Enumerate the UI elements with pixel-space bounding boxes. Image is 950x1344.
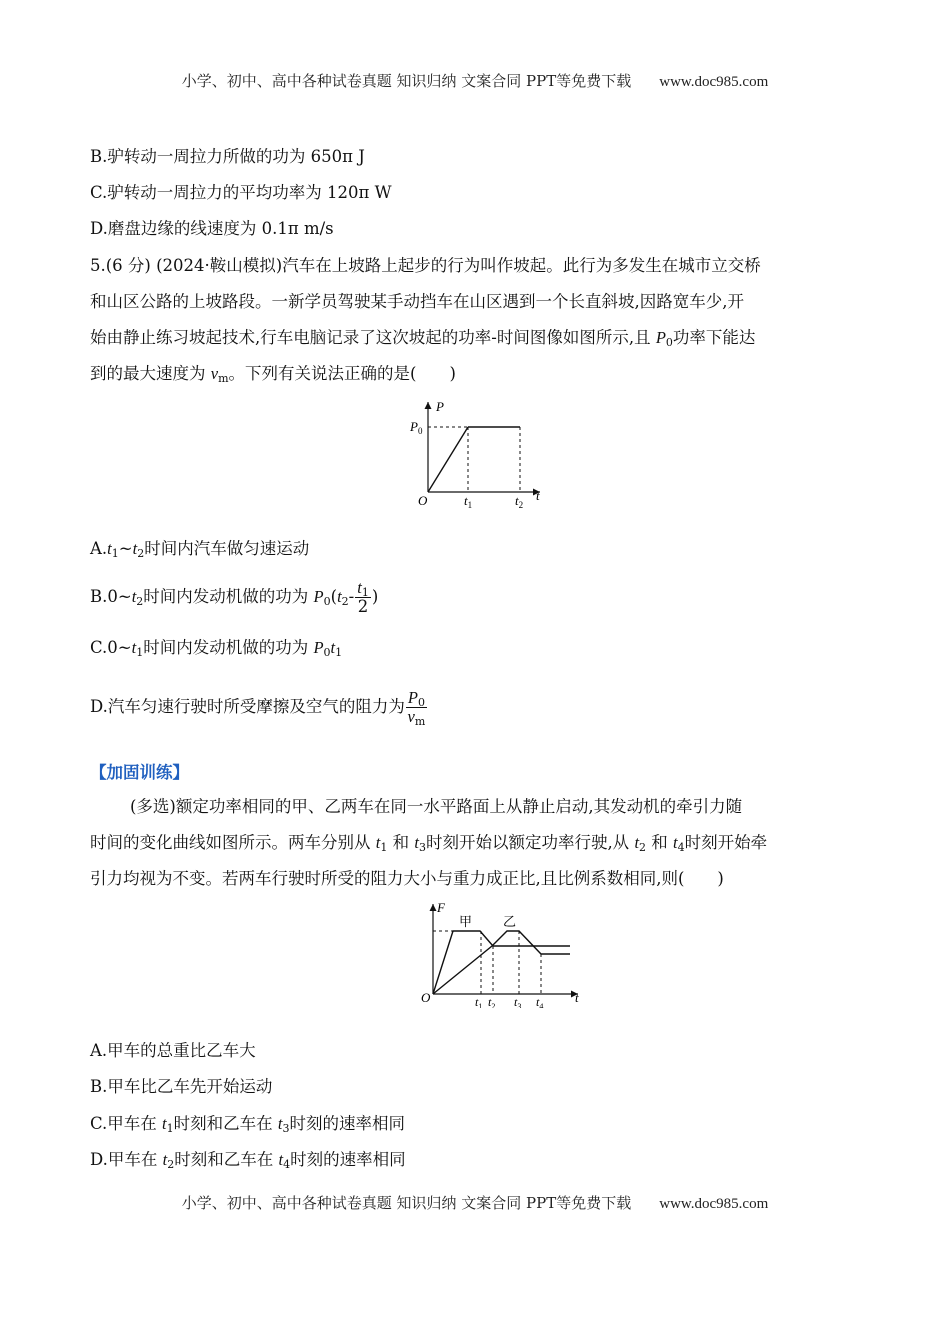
t1-label: $t_1$ — [475, 995, 483, 1008]
p0-over-vm-fraction: $\frac{P_0}{v_m}$ — [407, 688, 426, 728]
t4-label: $t_4$ — [536, 995, 544, 1008]
q5-line4: 到的最大速度为 $v_m$。下列有关说法正确的是( ) — [90, 364, 456, 385]
yi-label: 乙 — [503, 914, 517, 929]
footer-text: 小学、初中、高中各种试卷真题 知识归纳 文案合同 PPT等免费下载 — [181, 1194, 632, 1212]
reinforce-line1: (多选)额定功率相同的甲、乙两车在同一水平路面上从静止启动,其发动机的牵引力随 — [130, 797, 743, 816]
reinforce-option-c: C.甲车在 $t_1$时刻和乙车在 $t_3$时刻的速率相同 — [90, 1114, 405, 1135]
y-axis-label: F — [437, 900, 445, 915]
option-c-prev: C.驴转动一周拉力的平均功率为 120π W — [90, 183, 392, 202]
page-footer — [0, 1192, 950, 1213]
page-header — [0, 70, 950, 91]
p0-label: $P_0$ — [410, 419, 423, 436]
header-text: 小学、初中、高中各种试卷真题 知识归纳 文案合同 PPT等免费下载 — [181, 72, 632, 90]
origin-label: O — [418, 493, 428, 508]
power-time-graph — [400, 396, 560, 511]
option-b-prev: B.驴转动一周拉力所做的功为 650π J — [90, 147, 365, 166]
t1-over-2-fraction: $\frac{t_1}{2}$ — [357, 578, 369, 616]
force-time-graph — [415, 898, 590, 1008]
q5-line1: 5.(6 分) (2024·鞍山模拟)汽车在上坡路上起步的行为叫作坡起。此行为多发生在城市立交桥 — [90, 256, 761, 275]
question-5-stem — [90, 248, 860, 392]
t2-label: $t_2$ — [515, 493, 524, 510]
q5-option-d: D.汽车匀速行驶时所受摩擦及空气的阻力为 $\frac{P_0}{v_m}$ — [90, 688, 426, 728]
reinforce-option-a: A.甲车的总重比乙车大 — [90, 1041, 256, 1060]
x-axis-label: t — [536, 488, 540, 503]
ramp-line — [428, 427, 468, 492]
reinforce-option-b: B.甲车比乙车先开始运动 — [90, 1077, 273, 1096]
reinforce-line3: 引力均视为不变。若两车行驶时所受的阻力大小与重力成正比,且比例系数相同,则( ) — [90, 869, 724, 888]
reinforce-title: 【加固训练】 — [90, 763, 189, 782]
header-url[interactable]: www.doc985.com — [659, 74, 769, 90]
t1-label: $t_1$ — [464, 493, 473, 510]
x-axis-label: t — [575, 990, 579, 1005]
q5-line3: 始由静止练习坡起技术,行车电脑记录了这次坡起的功率-时间图像如图所示,且 $P_0$功率下能达 — [90, 328, 756, 349]
t3-label: $t_3$ — [514, 995, 522, 1008]
q5-option-b: $B.0\sim t_2$时间内发动机做的功为 $P_0(t_2-$ $\frac{t_1}{2}$ ) — [90, 578, 379, 616]
reinforce-stem — [90, 789, 860, 897]
t2-label: $t_2$ — [488, 995, 496, 1008]
q5-line2: 和山区公路的上坡路段。一新学员驾驶某手动挡车在山区遇到一个长直斜坡,因路宽车少,开 — [90, 292, 744, 311]
q5-option-c: $C.0\sim t_1$时间内发动机做的功为 $P_0t_1$ — [90, 638, 343, 659]
q5-option-a: $A.t_1\sim t_2$时间内汽车做匀速运动 — [90, 539, 310, 560]
origin-label: O — [421, 990, 431, 1005]
curve-yi — [433, 931, 570, 994]
jia-label: 甲 — [459, 914, 473, 929]
reinforce-line2: 时间的变化曲线如图所示。两车分别从 $t_1$ 和 $t_3$时刻开始以额定功率行驶,从 $t_2$ 和 $t_4$时刻开始牵 — [90, 833, 768, 854]
option-d-prev: D.磨盘边缘的线速度为 0.1π m/s — [90, 219, 334, 238]
reinforce-option-d: D.甲车在 $t_2$时刻和乙车在 $t_4$时刻的速率相同 — [90, 1150, 406, 1171]
footer-url[interactable]: www.doc985.com — [659, 1196, 769, 1212]
y-axis-label: P — [436, 399, 444, 414]
curve-jia — [433, 931, 570, 994]
